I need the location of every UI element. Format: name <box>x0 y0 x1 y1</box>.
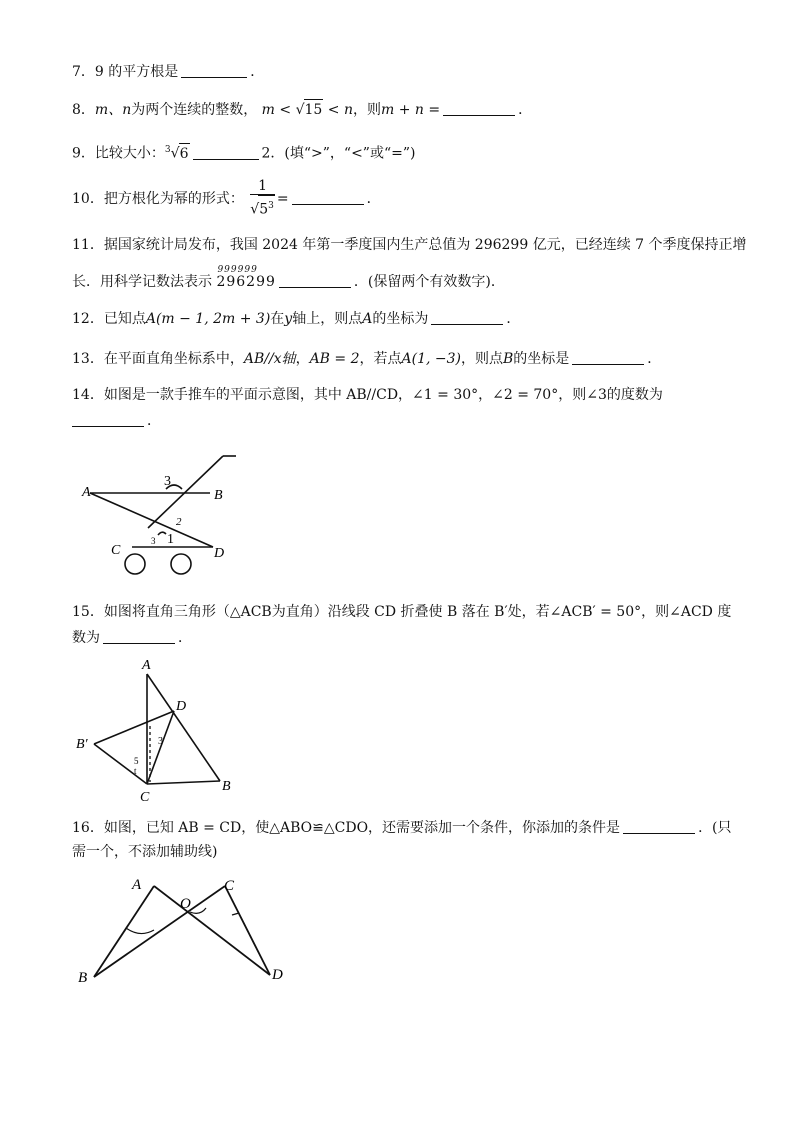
line-ab <box>147 674 220 781</box>
line-cb <box>94 886 225 977</box>
cart-label-a: A <box>82 485 91 500</box>
tick-mark-right <box>232 913 239 915</box>
q13-cond1: AB//x轴 <box>243 351 296 367</box>
q8-lt2: < <box>327 102 340 118</box>
q7-answer-blank[interactable] <box>181 63 247 78</box>
cross-figure <box>72 872 302 987</box>
cross-label-b: B <box>78 970 88 986</box>
q11-number: 11． <box>72 237 104 253</box>
q13-number: 13． <box>72 351 104 367</box>
q9-root-index: 3 <box>164 145 171 155</box>
q8-n: n <box>343 102 354 118</box>
q14-end: ． <box>147 413 161 429</box>
q8-lt1: < <box>279 102 292 118</box>
q11-line2b: ．(保留两个有效数字)． <box>353 274 505 290</box>
q12-text3: 轴上，则点 <box>292 311 363 327</box>
q8-expr: m + n = <box>381 102 441 118</box>
q10-base: 5 <box>259 201 269 218</box>
q10-exp: 3 <box>268 201 274 211</box>
line-b-prime-c <box>94 744 147 784</box>
q10-text1: 把方根化为幂的形式： <box>103 190 244 207</box>
cross-label-c: C <box>224 878 235 894</box>
q15-number: 15． <box>72 604 104 620</box>
angle1-arc <box>158 532 166 535</box>
q12-pt: A <box>362 311 373 327</box>
q13-b: B <box>502 351 514 367</box>
q7-number: 7． <box>72 64 95 80</box>
question-14-line2 <box>72 411 161 431</box>
q8-text1: 为两个连续的整数， <box>131 102 258 118</box>
cross-label-o: O <box>180 896 191 912</box>
q11-answer-blank[interactable] <box>279 273 351 288</box>
q11-line2a: 长．用科学记数法表示 <box>72 274 212 290</box>
fold-mark-3: t <box>134 766 137 776</box>
left-wheel <box>125 554 145 574</box>
q15-line2: 数为 <box>72 630 100 646</box>
q11-small-digits: 999999 <box>217 265 258 275</box>
q12-end: ． <box>506 311 521 327</box>
question-11-line2 <box>72 265 505 292</box>
q9-radicand: 6 <box>179 143 190 164</box>
q14-number: 14． <box>72 387 104 403</box>
question-15-line2 <box>72 628 192 648</box>
q13-text3: ，则点 <box>460 351 503 367</box>
q8-number: 8． <box>72 102 95 118</box>
line-cd <box>225 886 270 975</box>
q8-vars: m、n <box>94 102 132 118</box>
q13-text1: 在平面直角坐标系中， <box>103 351 244 367</box>
q8-answer-blank[interactable] <box>443 101 515 116</box>
question-14-line1 <box>72 385 663 405</box>
q16-line1a: 如图，已知 AB = CD，使△ABO≌△CDO，还需要添加一个条件，你添加的条件是 <box>103 820 621 836</box>
question-10 <box>72 178 381 220</box>
q14-line1: 如图是一款手推车的平面示意图，其中 AB//CD，∠1 = 30°，∠2 = 70°，则∠3的度数为 <box>103 387 663 403</box>
tick-mark-left <box>126 928 154 934</box>
question-16-line1 <box>72 818 732 838</box>
q10-eq: = <box>276 190 289 207</box>
fold-label-b: B <box>222 779 231 794</box>
q16-number: 16． <box>72 820 104 836</box>
q14-answer-blank[interactable] <box>72 412 144 427</box>
q11-number-block <box>216 265 276 292</box>
q10-number: 10． <box>72 190 104 207</box>
q10-fraction <box>250 178 275 220</box>
q15-answer-blank[interactable] <box>103 629 175 644</box>
question-7 <box>72 62 264 82</box>
q8-end: ． <box>518 102 533 118</box>
q12-text4: 的坐标为 <box>372 311 429 327</box>
question-9: 9．比较大小：$^3$√6 2．(填“>”，“<”或“=”) <box>72 140 415 164</box>
q13-point: A(1, −3) <box>401 351 461 367</box>
q16-line1b: ．(只 <box>698 820 732 836</box>
q15-end: ． <box>178 630 192 646</box>
q10-frac-denominator: $√5^3$ <box>250 195 275 220</box>
q13-answer-blank[interactable] <box>572 350 644 365</box>
question-12 <box>72 309 520 329</box>
cart-label-angle1: 1 <box>167 532 174 547</box>
q16-line2: 需一个，不添加辅助线) <box>72 844 218 860</box>
q10-frac-numerator: 1 <box>250 178 275 195</box>
q11-number-value: 296299 <box>216 274 276 290</box>
fold-label-a: A <box>142 658 151 673</box>
q13-sep: ， <box>295 351 310 367</box>
cart-label-c: C <box>111 543 121 558</box>
question-11-line1 <box>72 235 747 255</box>
cart-figure <box>78 448 248 580</box>
fold-mark-1: 3 <box>158 736 163 747</box>
question-13 <box>72 349 661 369</box>
q8-radicand: 15 <box>304 99 324 120</box>
q12-point: A(m − 1, 2m + 3) <box>145 311 271 327</box>
q12-number: 12． <box>72 311 104 327</box>
cart-label-angle3-small: 3 <box>151 536 156 546</box>
q8-m: m <box>261 102 275 118</box>
q7-end: ． <box>250 64 265 80</box>
cart-label-d: D <box>214 546 225 561</box>
q8-text2: ，则 <box>353 102 382 118</box>
q16-answer-blank[interactable] <box>623 819 695 834</box>
q12-answer-blank[interactable] <box>431 310 503 325</box>
q12-text2: 在 <box>270 311 285 327</box>
cart-label-b: B <box>214 488 223 503</box>
line-cd <box>147 711 174 784</box>
line-ad <box>154 886 270 975</box>
fold-mark-2: 5 <box>134 756 139 766</box>
q10-answer-blank[interactable] <box>292 190 364 205</box>
cart-label-angle3: 3 <box>164 474 171 489</box>
q13-text4: 的坐标是 <box>513 351 570 367</box>
q13-text2: ，若点 <box>359 351 402 367</box>
fold-label-d: D <box>176 699 187 714</box>
cross-label-a: A <box>132 877 142 893</box>
fold-label-b-prime: B′ <box>76 737 88 752</box>
q10-end: ． <box>366 190 381 207</box>
q13-end: ． <box>647 351 662 367</box>
question-15-line1 <box>72 602 731 622</box>
q15-line1: 如图将直角三角形（△ACB为直角）沿线段 CD 折叠使 B 落在 B′处，若∠ACB′ = 50°，则∠ACD 度 <box>103 604 732 620</box>
handle-line <box>148 456 223 528</box>
q7-text: 9 的平方根是 <box>94 64 179 80</box>
line-cb <box>147 781 220 784</box>
cross-label-d: D <box>272 967 283 983</box>
question-16-line2 <box>72 842 217 862</box>
question-8: 8．m、n为两个连续的整数， m < √15 < n，则m + n = ． <box>72 99 532 120</box>
cart-label-angle2: 2 <box>176 516 182 528</box>
q9-text2: 2．(填“>”，“<”或“=”) <box>261 145 416 162</box>
q12-axis: y <box>284 311 293 327</box>
q9-answer-blank[interactable] <box>193 145 259 160</box>
right-wheel <box>171 554 191 574</box>
line-ab <box>94 886 154 977</box>
q13-cond2: AB = 2 <box>309 351 360 367</box>
q9-text1: 比较大小： <box>94 145 165 162</box>
q9-number: 9． <box>72 145 95 162</box>
fold-figure <box>72 656 242 806</box>
q12-text1: 已知点 <box>103 311 146 327</box>
fold-label-c: C <box>140 790 150 805</box>
q11-line1: 据国家统计局发布，我国 2024 年第一季度国内生产总值为 296299 亿元，已经连续 7 个季度保持正增 <box>103 237 747 253</box>
